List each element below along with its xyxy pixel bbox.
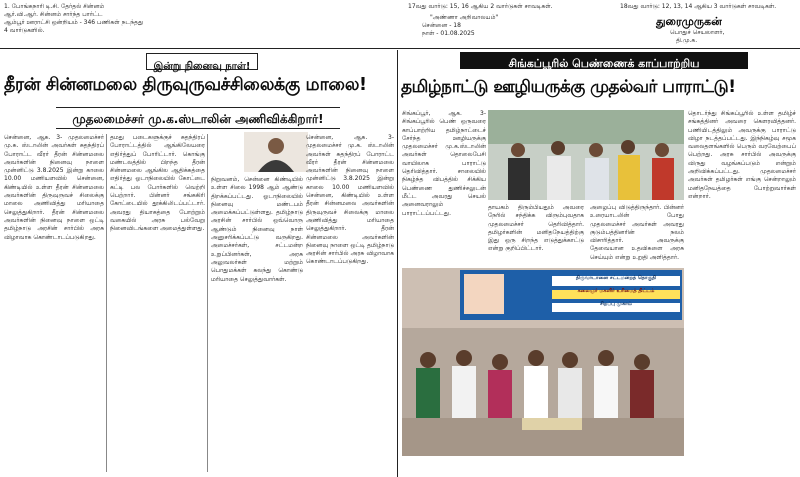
top-left-notice (4, 3, 390, 35)
left-kicker-box (146, 53, 258, 70)
left-headline: தீரன் சின்னமலை திருவுருவச்சிலைக்கு மாலை! (4, 75, 367, 95)
party-office-label: "அண்ணா அறிவாலயம்" (430, 14, 499, 21)
left-col-2: தமது படைகளுக்குச் சுதந்திரப் போராட்டத்தில் ஆங்கிலேயரை எதிர்த்துப் போரிட்டார். கொங்கு மண்டலத்தில் பிறந்த தீரன் சின்னமலை ஆங்கில ஆதிக்கத்தை எதிர்த்து ஓடாநிலையில் கோட்டை கட்டி பல போர்களில் வெற்றி பெற்றார். பின்னர் சங்ககிரி கோட்டையில் தூக்கிலிடப்பட்டார். அவரது தியாகத்தை போற்றும் வகையில் அரசு பல்வேறு நினைவிடங்களை அமைத்துள்ளது. (110, 134, 205, 233)
top-mid-notice (408, 3, 618, 38)
signer-party: தி.மு.க. (676, 37, 698, 44)
camp-banner-line-1: திருவாடானை சட்டமன்றத் தொகுதி (575, 275, 657, 281)
top-right-notice (620, 3, 796, 45)
right-text-mid-1: தாயகம் திரும்பியதும் அவரை நேரில் சந்திக்க விரும்புவதாக முதலமைச்சர் தெரிவித்தார். தமிழர்களின் மனிதநேயத்திற்கு இது ஒரு சிறந்த எடுத்துக்காட்டு என்று குறிப்பிட்டார். (488, 204, 584, 253)
notice-line-2: ஆர்.வி.ஆர். சின்னம் சார்ந்த பார்ட்ட (4, 11, 103, 18)
right-notice-line: 18வது வார்டு: 12, 13, 14 ஆகிய 3 வார்டுகள் சாவடிகள். (620, 3, 777, 10)
notice-line-1: 1. போங்கநாரி டி.சி. தேர்தல் சின்னம் (4, 3, 105, 10)
camp-banner-line-2: கலைஞர் மகளிர் உரிமைத் திட்டம் (577, 288, 655, 294)
right-text-right: தொடர்ந்து சிங்கப்பூரில் உள்ள தமிழ்ச் சங்கத்தினர் அவரை கௌரவித்தனர். பணியிடத்திலும் அவருக்கு பாராட்டு விழா நடத்தப்பட்டது. இந்நிகழ்வு சமூக வலைதளங்களில் பெரும் வரவேற்பைப் பெற்றது. அரசு சார்பில் அவருக்கு விருது வழங்கப்படும் என்றும் அறிவிக்கப்பட்டது. முதலமைச்சர் அவர்கள் தமிழர்கள் எங்கு சென்றாலும் மனிதநேயத்தை போற்றுவார்கள் என்றார். (688, 110, 796, 200)
signer-name: துரைமுருகன் (656, 15, 722, 28)
left-col-3: நிறுவனம், சென்னை கிண்டியில் உள்ள சிலை 1998 ஆம் ஆண்டு திறக்கப்பட்டது. ஓடாநிலையில் நினைவு மண்டபம் அமைக்கப்பட்டுள்ளது. தமிழ்நாடு அரசின் சார்பில் ஒவ்வொரு ஆண்டும் நினைவு நாள் அனுசரிக்கப்பட்டு வருகிறது. அமைச்சர்கள், சட்டமன்ற உறுப்பினர்கள், அரசு அலுவலர்கள் மற்றும் பொதுமக்கள் கலந்து கொண்டு மரியாதை செலுத்துவார்கள். (211, 176, 303, 283)
right-headline: தமிழ்நாட்டு ஊழியருக்கு முதல்வர் பாராட்டு! (401, 77, 736, 97)
right-kicker-box (460, 52, 748, 69)
mid-notice-line: 17வது வார்டு: 15, 16 ஆகிய 2 வார்டுகள் சாவடிகள். (408, 3, 553, 10)
signer-title: பொதுச் செயலாளர், (670, 29, 725, 36)
notice-line-4: 4 வார்டுகளில். (4, 27, 45, 34)
notice-line-3: ஆம்பூர் ஊராட்சி ஒன்றியம் - 346 பணிகள் நடந்தது (4, 19, 144, 26)
left-subhead: முதலமைச்சர் மு.க.ஸ்டாலின் அணிவிக்கிறார்! (72, 112, 324, 126)
right-kicker: சிங்கப்பூரில் பெண்ணைக் காப்பாற்றிய (508, 57, 700, 70)
camp-banner-line-3: சிறப்பு முகாம் (600, 301, 632, 307)
col-divider-1 (106, 134, 107, 472)
right-text-top: சிங்கப்பூர், ஆக. 3- சிங்கப்பூரில் பெண் ஒருவரை காப்பாற்றிய தமிழ்நாட்டைச் சேர்ந்த ஊழியருக்கு முதலமைச்சர் மு.க.ஸ்டாலின் அவர்கள் தொலைபேசி வாயிலாக பாராட்டு தெரிவித்தார். சாலையில் நிகழ்ந்த விபத்தில் சிக்கிய பெண்ணை துணிச்சலுடன் மீட்ட அவரது செயல் அனைவராலும் பாராட்டப்பட்டது. (402, 110, 486, 217)
singapore-photo (488, 110, 684, 200)
left-col-4 (306, 134, 394, 472)
camp-banner-text (552, 274, 680, 308)
left-subhead-box (56, 107, 340, 129)
top-divider (0, 48, 800, 49)
page-column-separator (397, 50, 398, 477)
left-col-1: சென்னை, ஆக. 3- முதலமைச்சர் மு.க. ஸ்டாலின் அவர்கள் சுதந்திரப் போராட்ட வீரர் தீரன் சின்னமலை அவர்களின் நினைவு நாளை முன்னிட்டு 3.8.2025 இன்று காலை 10.00 மணியளவில் சென்னை, கிண்டியில் உள்ள தீரன் சின்னமலை அவர்களின் திருவுருவச் சிலைக்கு மாலை அணிவித்து மரியாதை செலுத்துகிறார். தீரன் சின்னமலை அவர்களின் நினைவு நாளை ஒட்டி தமிழ்நாடு அரசின் சார்பில் அரசு விழாவாக கொண்டாடப்படுகிறது. (4, 134, 104, 241)
group-photo-illustration (488, 110, 684, 200)
notice-date: நாள் - 01.08.2025 (422, 30, 475, 37)
left-col-4-text: சென்னை, ஆக. 3- முதலமைச்சர் மு.க. ஸ்டாலின் அவர்கள் சுதந்திரப் போராட்ட வீரர் தீரன் சின்னமலை அவர்களின் நினைவு நாளை முன்னிட்டு 3.8.2025 இன்று காலை 10.00 மணியளவில் சென்னை, கிண்டியில் உள்ள தீரன் சின்னமலை அவர்களின் திருவுருவச் சிலைக்கு மாலை அணிவித்து மரியாதை செலுத்துகிறார். தீரன் சின்னமலை அவர்களின் நினைவு நாளை ஒட்டி தமிழ்நாடு அரசின் சார்பில் அரசு விழாவாக கொண்டாடப்படுகிறது. (306, 134, 394, 266)
left-kicker: இன்று நினைவு நாள்! (153, 61, 251, 72)
col-divider-2 (207, 134, 208, 472)
portrait-illustration (244, 132, 308, 172)
party-office-place: சென்னை - 18 (422, 22, 461, 29)
leader-portrait (244, 132, 308, 172)
right-text-mid-2: அழைப்பு விடுத்திருந்தார். பின்னர் உரையாடலின் போது முதலமைச்சர் அவர்கள் அவரது குடும்பத்தினரின் நலம் விசாரித்தார். அவருக்கு தேவையான உதவிகளை அரசு செய்யும் என்று உறுதி அளித்தார். (590, 204, 684, 261)
camp-photo (402, 268, 684, 456)
